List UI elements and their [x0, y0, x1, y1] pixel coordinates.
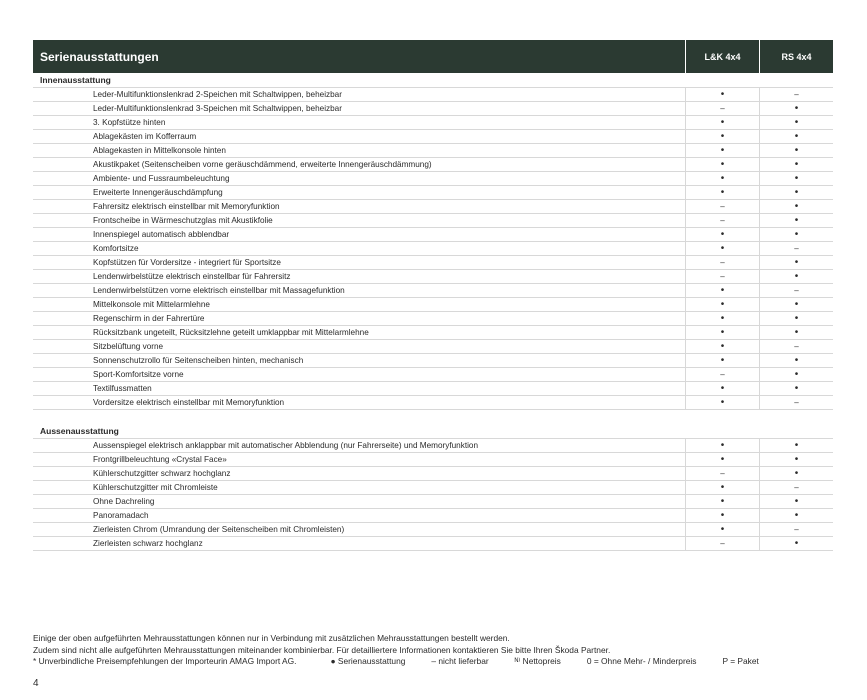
cell-lk: • [685, 116, 759, 129]
cell-lk: – [685, 537, 759, 550]
column-header-lk: L&K 4x4 [685, 40, 759, 73]
cell-rs: • [759, 200, 833, 213]
cell-lk: • [685, 298, 759, 311]
table-row [33, 186, 833, 200]
cell-lk: • [685, 228, 759, 241]
cell-rs: – [759, 88, 833, 101]
cell-lk: • [685, 88, 759, 101]
cell-lk: • [685, 523, 759, 536]
row-label: 3. Kopfstütze hinten [93, 118, 166, 127]
row-label: Zierleisten schwarz hochglanz [93, 539, 203, 548]
row-label: Textilfussmatten [93, 384, 152, 393]
row-label: Erweiterte Innengeräuschdämpfung [93, 188, 223, 197]
cell-lk: • [685, 354, 759, 367]
table-row [33, 102, 833, 116]
cell-lk: • [685, 130, 759, 143]
table-row [33, 396, 833, 410]
cell-lk: • [685, 509, 759, 522]
table-row [33, 200, 833, 214]
legend [33, 656, 833, 668]
table-row [33, 439, 833, 453]
cell-lk: – [685, 214, 759, 227]
table-row [33, 354, 833, 368]
cell-rs: • [759, 116, 833, 129]
cell-lk: • [685, 382, 759, 395]
row-label: Ablagekasten in Mittelkonsole hinten [93, 146, 226, 155]
cell-lk: • [685, 439, 759, 452]
section-title: Innenausstattung [33, 73, 833, 88]
table-row [33, 270, 833, 284]
row-label: Rücksitzbank ungeteilt, Rücksitzlehne geteilt umklappbar mit Mittelarmlehne [93, 328, 369, 337]
table-row [33, 382, 833, 396]
table-row [33, 340, 833, 354]
cell-rs: – [759, 284, 833, 297]
row-label: Frontgrillbeleuchtung «Crystal Face» [93, 455, 227, 464]
table-row [33, 481, 833, 495]
cell-rs: • [759, 312, 833, 325]
cell-rs: • [759, 270, 833, 283]
table-title: Serienausstattungen [40, 49, 159, 64]
table-row [33, 172, 833, 186]
table-row [33, 284, 833, 298]
cell-rs: – [759, 396, 833, 409]
row-label: Vordersitze elektrisch einstellbar mit Memoryfunktion [93, 398, 285, 407]
equipment-table [33, 40, 833, 551]
cell-rs: • [759, 256, 833, 269]
cell-lk: • [685, 453, 759, 466]
row-label: Ablagekästen im Kofferraum [93, 132, 197, 141]
table-row [33, 368, 833, 382]
cell-rs: • [759, 158, 833, 171]
cell-rs: – [759, 481, 833, 494]
page-number: 4 [33, 678, 39, 689]
table-row [33, 495, 833, 509]
row-label: Komfortsitze [93, 244, 139, 253]
table-row [33, 158, 833, 172]
cell-lk: • [685, 495, 759, 508]
table-row [33, 214, 833, 228]
cell-rs: • [759, 439, 833, 452]
row-label: Innenspiegel automatisch abblendbar [93, 230, 230, 239]
row-label: Frontscheibe in Wärmeschutzglas mit Akustikfolie [93, 216, 273, 225]
row-label: Lendenwirbelstützen vorne elektrisch einstellbar mit Massagefunktion [93, 286, 345, 295]
cell-rs: – [759, 523, 833, 536]
legend-unavailable: – nicht lieferbar [431, 656, 489, 666]
table-row [33, 312, 833, 326]
row-label: Leder-Multifunktionslenkrad 2-Speichen mit Schaltwippen, beheizbar [93, 90, 342, 99]
table-body [33, 73, 833, 551]
row-label: Sitzbelüftung vorne [93, 342, 164, 351]
cell-rs: • [759, 130, 833, 143]
cell-rs: – [759, 340, 833, 353]
table-row [33, 242, 833, 256]
cell-lk: – [685, 200, 759, 213]
footer-notes [33, 633, 833, 668]
cell-lk: • [685, 186, 759, 199]
row-label: Mittelkonsole mit Mittelarmlehne [93, 300, 210, 309]
table-row [33, 326, 833, 340]
table-row [33, 228, 833, 242]
cell-rs: • [759, 537, 833, 550]
cell-rs: • [759, 495, 833, 508]
cell-rs: • [759, 214, 833, 227]
cell-rs: • [759, 102, 833, 115]
row-label: Regenschirm in der Fahrertüre [93, 314, 205, 323]
cell-rs: • [759, 453, 833, 466]
cell-rs: • [759, 298, 833, 311]
legend-price-note: * Unverbindliche Preisempfehlungen der Importeurin AMAG Import AG. [33, 656, 297, 666]
cell-rs: • [759, 228, 833, 241]
cell-lk: • [685, 312, 759, 325]
row-label: Kühlerschutzgitter schwarz hochglanz [93, 469, 231, 478]
table-row [33, 88, 833, 102]
table-row [33, 453, 833, 467]
cell-lk: • [685, 242, 759, 255]
table-row [33, 467, 833, 481]
cell-lk: – [685, 256, 759, 269]
row-label: Lendenwirbelstütze elektrisch einstellbar für Fahrersitz [93, 272, 291, 281]
table-row [33, 256, 833, 270]
cell-rs: • [759, 382, 833, 395]
row-label: Sonnenschutzrollo für Seitenscheiben hinten, mechanisch [93, 356, 304, 365]
cell-rs: – [759, 242, 833, 255]
section-gap [33, 410, 833, 424]
cell-lk: • [685, 396, 759, 409]
section-title: Aussenausstattung [33, 424, 833, 439]
cell-rs: • [759, 186, 833, 199]
row-label: Akustikpaket (Seitenscheiben vorne geräuschdämmend, erweiterte Innengeräuschdämmung) [93, 160, 432, 169]
table-row [33, 523, 833, 537]
cell-lk: • [685, 326, 759, 339]
cell-lk: • [685, 172, 759, 185]
legend-package: P = Paket [722, 656, 759, 666]
cell-lk: – [685, 467, 759, 480]
cell-lk: • [685, 284, 759, 297]
row-label: Ambiente- und Fussraumbeleuchtung [93, 174, 230, 183]
cell-rs: • [759, 509, 833, 522]
cell-lk: • [685, 481, 759, 494]
row-label: Ohne Dachreling [93, 497, 155, 506]
cell-rs: • [759, 326, 833, 339]
table-row [33, 116, 833, 130]
cell-lk: • [685, 340, 759, 353]
table-row [33, 509, 833, 523]
legend-net-price: ᴺ⁾ Nettopreis [514, 656, 561, 666]
cell-rs: • [759, 354, 833, 367]
cell-rs: • [759, 144, 833, 157]
cell-rs: • [759, 467, 833, 480]
table-row [33, 130, 833, 144]
cell-lk: – [685, 368, 759, 381]
cell-lk: – [685, 270, 759, 283]
table-header [33, 40, 833, 73]
column-header-rs: RS 4x4 [759, 40, 833, 73]
table-row [33, 298, 833, 312]
row-label: Sport-Komfortsitze vorne [93, 370, 184, 379]
row-label: Kopfstützen für Vordersitze - integriert für Sportsitze [93, 258, 281, 267]
row-label: Zierleisten Chrom (Umrandung der Seitenscheiben mit Chromleisten) [93, 525, 345, 534]
cell-rs: • [759, 172, 833, 185]
row-label: Kühlerschutzgitter mit Chromleiste [93, 483, 218, 492]
cell-lk: – [685, 102, 759, 115]
row-label: Panoramadach [93, 511, 149, 520]
footer-note-1: Einige der oben aufgeführten Mehrausstattungen können nur in Verbindung mit zusätzlichen Mehrausstattungen bestellt werden. [33, 633, 510, 643]
cell-lk: • [685, 158, 759, 171]
table-row [33, 537, 833, 551]
table-row [33, 144, 833, 158]
legend-standard: ● Serienausstattung [330, 656, 406, 666]
legend-zero: 0 = Ohne Mehr- / Minderpreis [586, 656, 697, 666]
row-label: Aussenspiegel elektrisch anklappbar mit automatischer Abblendung (nur Fahrerseite) und Memoryfunktion [93, 441, 479, 450]
cell-rs: • [759, 368, 833, 381]
row-label: Leder-Multifunktionslenkrad 3-Speichen mit Schaltwippen, beheizbar [93, 104, 342, 113]
cell-lk: • [685, 144, 759, 157]
footer-note-2: Zudem sind nicht alle aufgeführten Mehrausstattungen miteinander kombinierbar. Für detailliertere Informationen kontaktieren Sie bitte Ihren Škoda Partner. [33, 644, 611, 655]
row-label: Fahrersitz elektrisch einstellbar mit Memoryfunktion [93, 202, 280, 211]
